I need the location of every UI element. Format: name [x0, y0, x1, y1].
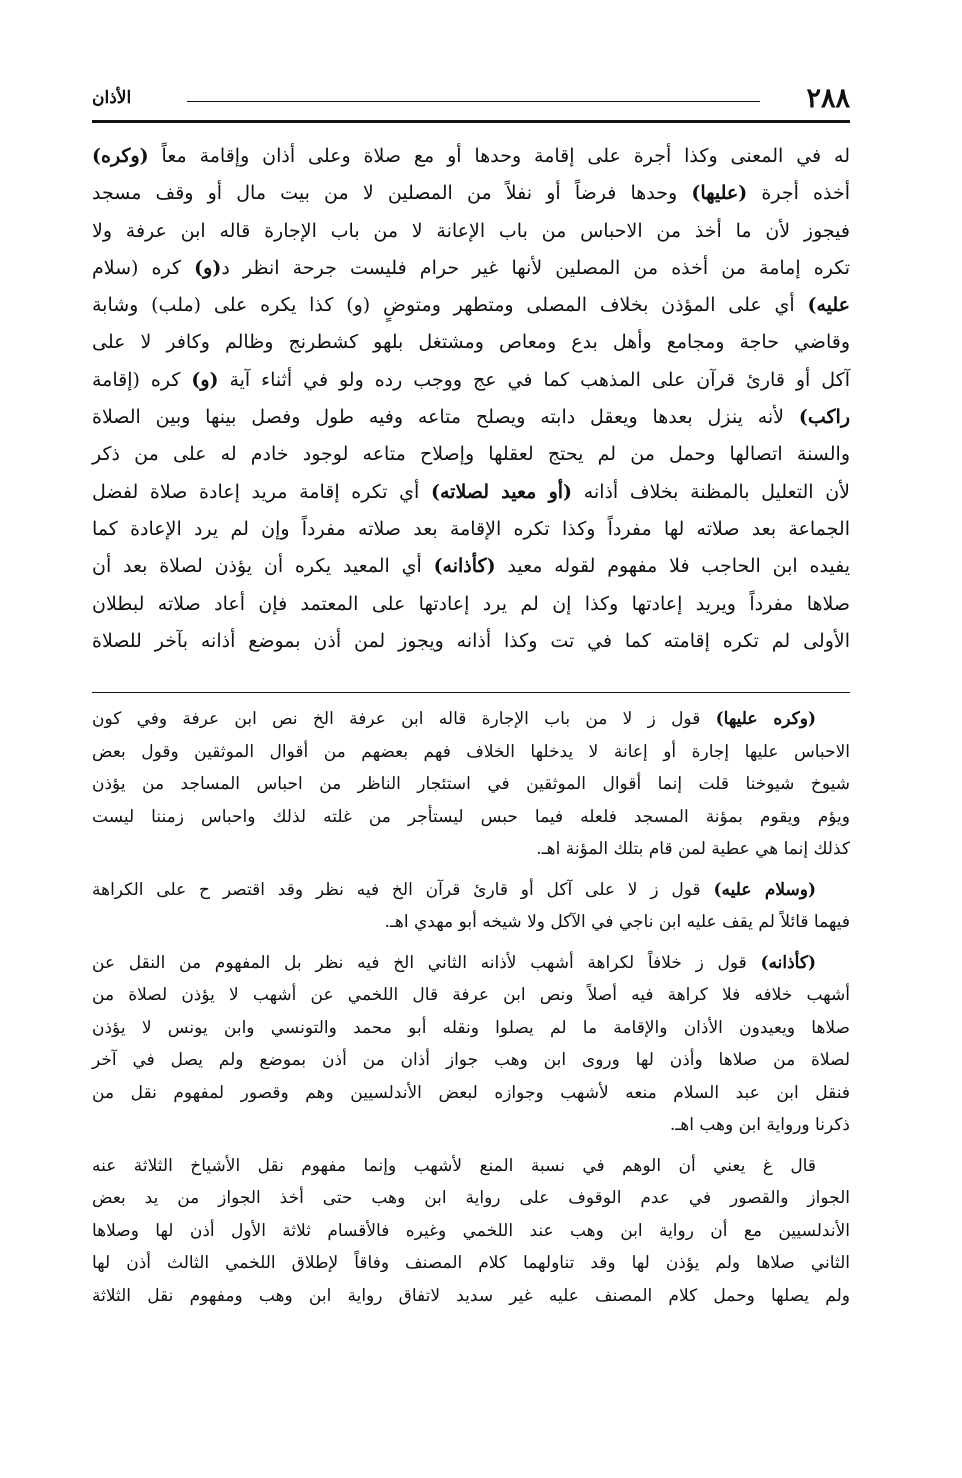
footnote-line: ذكرنا ورواية ابن وهب اهـ. [669, 1115, 850, 1135]
footnote-line: (وسلام عليه) قول ز لا على آكل أو قارئ قرآن الخ فيه نظر وقد اقتصر ح على الكراهة [92, 879, 816, 900]
footnote-line: الاحباس عليها إجارة أو إعانة لا يدخلها الخلاف فهم بعضهم من أقوال الموثقين وقول بعض [92, 741, 850, 762]
footnotes [92, 703, 850, 1312]
main-line: صلاها مفرداً ويريد إعادتها وكذا إن لم يرد إعادتها على المعتمد فإن أعاد صلاته لبطلان [92, 592, 850, 615]
footnote-line: شيوخ شيوخنا قلت إنما أقوال الموثقين في استئجار الناظر من احباس المساجد من يؤذن [92, 774, 850, 794]
footnote-divider [92, 692, 850, 693]
main-line: آكل أو قارئ قرآن على المذهب كما في عج ووجب رده ولو في أثناء آية (و) كره (إقامة [92, 368, 850, 391]
main-line: تكره إمامة من أخذه من المصلين لأنها غير حرام فليست جرحة انظر د(و) كره (سلام [92, 256, 850, 279]
footnote-line: لصلاة من صلاها وأذن لها وروى ابن وهب جواز أذان من أذن بموضع ولم يصل في آخر [92, 1050, 850, 1070]
footnote-line: أشهب خلافه فلا كراهة فيه أصلاً ونص ابن عرفة قال اللخمي عن أشهب لا يؤذن لصلاة من [92, 985, 850, 1005]
footnote-line: ويؤم ويقوم بمؤنة المسجد فلعله فيما حبس ليستأجر من غلته لذلك واحباس زمننا ليست [92, 806, 850, 827]
main-line: عليه) أي على المؤذن بخلاف المصلى ومتطهر ومتوضٍ (و) كذا يكره على (ملب) وشابة [92, 294, 850, 317]
footnote-line: صلاها ويعيدون الأذان والإقامة ما لم يصلوا ونقله أبو محمد والتونسي وابن يونس لا يؤذن [92, 1017, 850, 1038]
main-line: يفيده ابن الحاجب فلا مفهوم لقوله معيد (كأذانه) أي المعيد يكره أن يؤذن لصلاة بعد أن [92, 555, 850, 578]
main-line: والسنة اتصالها وحمل من لم يحتج لعقلها وإصلاح متاعه لوجود خادم له على من ذكر [92, 443, 850, 466]
footnote-ka-adhanih [92, 947, 850, 1142]
footnote-wasalam-alayh [92, 874, 850, 939]
footnote-line: الجواز والقصور في عدم الوقوف على رواية ابن وهب حتى أخذ الجواز من يد بعض [92, 1188, 850, 1208]
footnote-line: الأندلسيين مع أن رواية ابن وهب عند اللخمي وغيره فالأقسام ثلاثة الأول أذن لها وصلاها [92, 1220, 850, 1241]
main-text [92, 138, 850, 660]
main-line: أخذه أجرة (عليها) وحدها فرضاً أو نفلاً من المصلين لا من بيت مال أو وقف مسجد [92, 182, 850, 205]
footnote-line: (وكره عليها) قول ز لا من باب الإجارة قاله ابن عرفة الخ نص ابن عرفة وفي كون [92, 709, 816, 729]
main-line: وقاضي حاجة ومجامع وأهل بدع ومعاص ومشتغل بلهو كشطرنج وظالم وكافر لا على [92, 331, 850, 354]
header-rule [187, 101, 760, 102]
main-line: فيجوز لأن ما أخذ من الاحباس من باب الإعانة لا من باب الإجارة قاله ابن عرفة ولا [92, 219, 850, 242]
main-line: الأولى لم تكره إقامته كما في تت وكذا أذانه ويجوز لمن أذن بموضع أذانه بآخر للصلاة [92, 629, 850, 652]
main-line: له في المعنى وكذا أجرة على إقامة وحدها أو مع صلاة وعلى أذان وإقامة معاً (وكره) [92, 145, 850, 167]
page-header [92, 84, 850, 118]
main-line: راكب) لأنه ينزل بعدها ويعقل دابته ويصلح متاعه وفيه طول وفصل بينها وبين الصلاة [92, 406, 850, 429]
footnote-line: قال غ يعني أن الوهم في نسبة المنع لأشهب وإنما مفهوم نقل الأشياخ الثلاثة عنه [92, 1155, 816, 1176]
footnote-line: فيهما قائلاً لم يقف عليه ابن ناجي في الآكل ولا شيخه أبو مهدي اهـ. [384, 912, 850, 932]
footnote-line: فنقل ابن عبد السلام منعه لأشهب وجوازه لبعض الأندلسيين وهم وقصور لمفهوم نقل من [92, 1082, 850, 1103]
running-title: الأذان [92, 88, 132, 108]
header-divider [92, 120, 850, 123]
main-line: لأن التعليل بالمظنة بخلاف أذانه (أو معيد لصلاته) أي تكره إقامة مريد إعادة صلاة لفضل [92, 480, 850, 503]
footnote-line: كذلك إنما هي عطية لمن قام بتلك المؤنة اهـ. [536, 839, 850, 859]
footnote-wakarah-alayha [92, 703, 850, 866]
main-line: الجماعة بعد صلاته لها مفرداً وكذا تكره الإقامة بعد صلاته مفرداً وإن لم يرد الإعادة كما [92, 517, 850, 540]
footnote-line: (كأذانه) قول ز خلافاً لكراهة أشهب لأذانه الثاني الخ فيه نظر بل المفهوم من النقل عن [92, 952, 816, 973]
footnote-qal-ghayn [92, 1150, 850, 1313]
footnote-line: ولم يصلها وحمل كلام المصنف عليه غير سديد لاتفاق رواية ابن وهب ومفهوم نقل الثلاثة [92, 1285, 850, 1306]
footnote-line: الثاني صلاها ولم يؤذن لها وقد تناولهما كلام المصنف وفاقاً لإطلاق اللخمي الثالث أذن لها [92, 1253, 850, 1273]
page-number: ٢٨٨ [806, 83, 850, 114]
